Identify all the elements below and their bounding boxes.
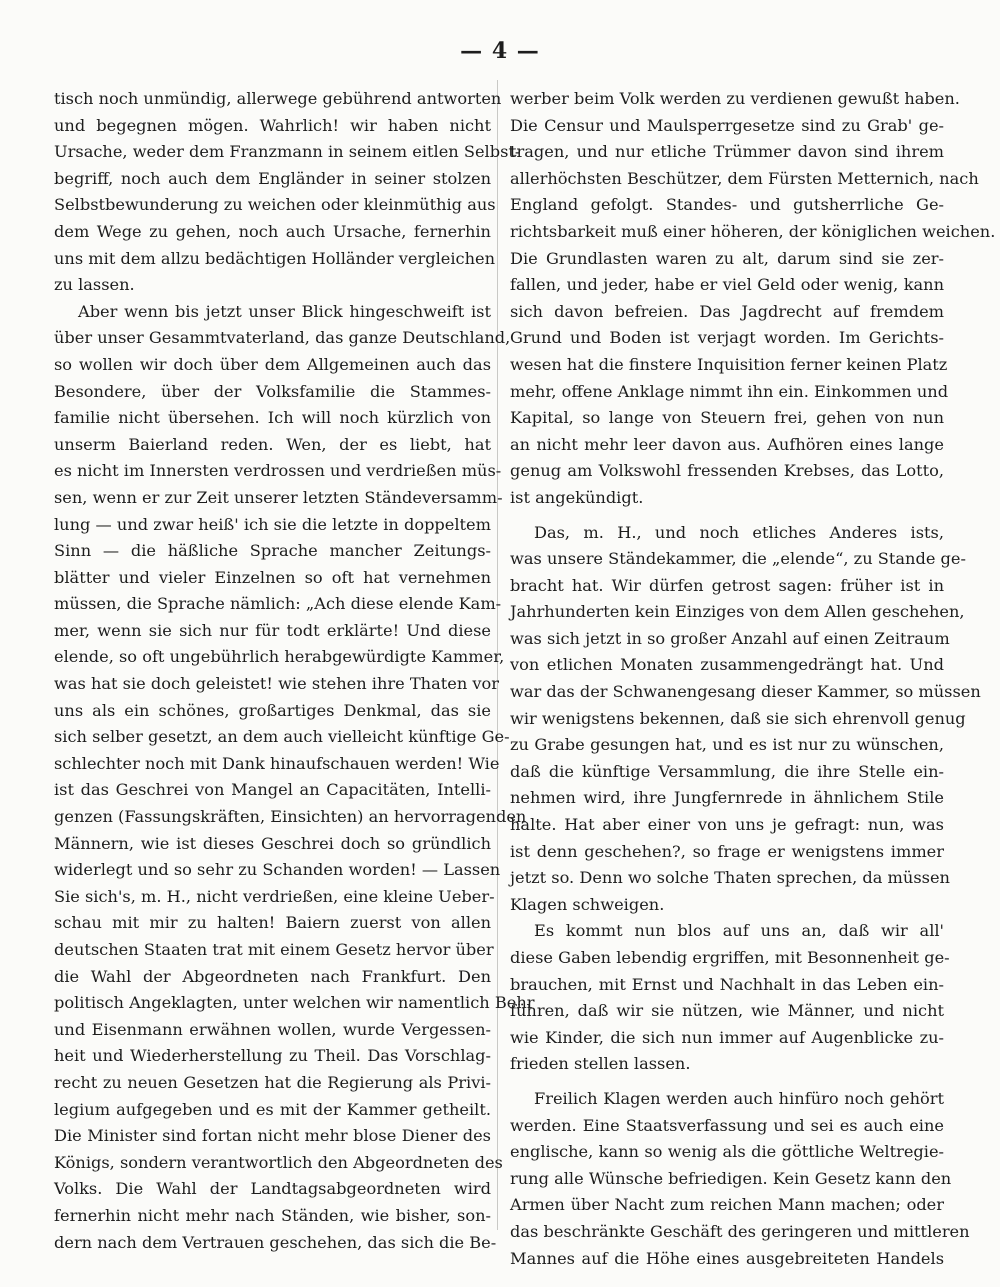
text-line: war das der Schwanengesang dieser Kammer, so müssen	[510, 682, 981, 702]
text-line: die Wahl der Abgeordneten nach Frankfurt. Den	[54, 966, 491, 986]
text-line: ist denn geschehen?, so frage er wenigstens immer	[510, 841, 944, 861]
text-line: das beschränkte Geschäft des geringeren und mittleren	[510, 1221, 970, 1241]
text-line: fallen, und jeder, habe er viel Geld oder wenig, kann	[510, 275, 944, 295]
text-line: Besondere, über der Volksfamilie die Stammes-	[54, 381, 491, 401]
text-line: politisch Angeklagten, unter welchen wir namentlich Behr	[54, 993, 535, 1013]
text-line: dem Wege zu gehen, noch auch Ursache, fernerhin	[54, 221, 491, 241]
text-line: Männern, wie ist dieses Geschrei doch so gründlich	[54, 833, 491, 853]
text-line: zu Grabe gesungen hat, und es ist nur zu wünschen,	[510, 735, 944, 755]
text-line: müssen, die Sprache nämlich: „Ach diese elende Kam-	[54, 594, 502, 614]
text-line: Es kommt nun blos auf uns an, daß wir all'	[534, 921, 944, 941]
text-line: und Eisenmann erwähnen wollen, wurde Vergessen-	[54, 1019, 491, 1039]
text-line: schau mit mir zu halten! Baiern zuerst von allen	[54, 913, 491, 933]
text-line: Aber wenn bis jetzt unser Blick hingeschweift ist	[78, 301, 491, 321]
text-line: und begegnen mögen. Wahrlich! wir haben nicht	[54, 115, 491, 135]
text-line: englische, kann so wenig als die göttliche Weltregie-	[510, 1142, 944, 1162]
text-line: sen, wenn er zur Zeit unserer letzten Ständeversamm-	[54, 487, 503, 507]
text-line: familie nicht übersehen. Ich will noch kürzlich von	[54, 408, 491, 428]
text-line: führen, daß wir sie nützen, wie Männer, und nicht	[510, 1001, 944, 1021]
text-line: Die Minister sind fortan nicht mehr blose Diener des	[54, 1126, 491, 1146]
text-line: Kapital, so lange von Steuern frei, gehen von nun	[510, 408, 944, 428]
text-line: über unser Gesammtvaterland, das ganze Deutschland,	[54, 328, 511, 348]
text-line: uns als ein schönes, großartiges Denkmal, das sie	[54, 700, 491, 720]
text-line: fernerhin nicht mehr nach Ständen, wie bisher, son-	[54, 1205, 491, 1225]
text-line: elende, so oft ungebührlich herabgewürdigte Kammer,	[54, 647, 505, 667]
text-line: daß die künftige Versammlung, die ihre Stelle ein-	[510, 761, 944, 781]
text-line: Die Censur und Maulsperrgesetze sind zu Grab' ge-	[510, 115, 944, 135]
text-line: deutschen Staaten trat mit einem Gesetz hervor über	[54, 940, 494, 959]
text-line: England gefolgt. Standes- und gutsherrliche Ge-	[510, 195, 944, 215]
text-line: was unsere Ständekammer, die „elende“, zu Stande ge-	[510, 549, 966, 569]
text-line: diese Gaben lebendig ergriffen, mit Besonnenheit ge-	[510, 948, 950, 967]
text-line: was hat sie doch geleistet! wie stehen ihre Thaten vor	[54, 674, 500, 694]
text-line: richtsbarkeit muß einer höheren, der königlichen weichen.	[510, 221, 996, 241]
right-text-column	[510, 86, 996, 1272]
text-line: Sinn — die häßliche Sprache mancher Zeitungs-	[54, 541, 491, 561]
text-line: Das, m. H., und noch etliches Anderes ists,	[534, 522, 944, 542]
text-line: Jahrhunderten kein Einziges von dem Allen geschehen,	[510, 602, 965, 622]
text-line: allerhöchsten Beschützer, dem Fürsten Metternich, nach	[510, 168, 979, 188]
text-line: blätter und vieler Einzelnen so oft hat vernehmen	[54, 567, 491, 587]
text-line: uns mit dem allzu bedächtigen Holländer vergleichen	[54, 248, 496, 268]
text-line: sich davon befreien. Das Jagdrecht auf fremdem	[510, 301, 944, 321]
text-line: zu lassen.	[54, 275, 135, 295]
text-line: Die Grundlasten waren zu alt, darum sind sie zer-	[510, 248, 944, 268]
text-line: von etlichen Monaten zusammengedrängt hat. Und	[510, 655, 944, 675]
text-line: schlechter noch mit Dank hinaufschauen werden! Wie	[54, 753, 500, 773]
text-line: widerlegt und so sehr zu Schanden worden! — Lassen	[54, 860, 501, 880]
text-line: rung alle Wünsche befriedigen. Kein Gesetz kann den	[510, 1168, 952, 1188]
text-line: Sie sich's, m. H., nicht verdrießen, eine kleine Ueber-	[54, 886, 495, 906]
text-line: bracht hat. Wir dürfen getrost sagen: früher ist in	[510, 575, 944, 595]
text-line: wie Kinder, die sich nun immer auf Augenblicke zu-	[510, 1027, 944, 1047]
text-line: wir wenigstens bekennen, daß sie sich ehrenvoll genug	[510, 708, 966, 728]
text-line: wesen hat die finstere Inquisition ferner keinen Platz	[510, 354, 948, 374]
text-line: werber beim Volk werden zu verdienen gewußt haben.	[510, 89, 960, 108]
text-line: tisch noch unmündig, allerwege gebührend antworten	[54, 89, 502, 108]
text-line: genug am Volkswohl fressenden Krebses, das Lotto,	[510, 461, 944, 481]
text-line: genzen (Fassungskräften, Einsichten) an hervorragenden	[54, 807, 527, 827]
text-line: recht zu neuen Gesetzen hat die Regierung als Privi-	[54, 1072, 491, 1092]
text-line: ist das Geschrei von Mangel an Capacitäten, Intelli-	[54, 780, 491, 800]
text-line: Selbstbewunderung zu weichen oder kleinmüthig aus	[54, 195, 496, 215]
text-line: werden. Eine Staatsverfassung und sei es auch eine	[510, 1115, 944, 1135]
text-line: es nicht im Innersten verdrossen und verdrießen müs-	[54, 461, 502, 481]
text-line: Volks. Die Wahl der Landtagsabgeordneten wird	[54, 1179, 491, 1199]
text-line: an nicht mehr leer davon aus. Aufhören eines lange	[510, 434, 944, 454]
text-line: Armen über Nacht zum reichen Mann machen; oder	[510, 1195, 944, 1215]
text-line: halte. Hat aber einer von uns je gefragt: nun, was	[510, 815, 944, 835]
text-line: unserm Baierland reden. Wen, der es liebt, hat	[54, 434, 491, 454]
text-line: nehmen wird, ihre Jungfernrede in ähnlichem Stile	[510, 788, 944, 808]
text-line: was sich jetzt in so großer Anzahl auf einen Zeitraum	[510, 628, 950, 648]
text-line: ist angekündigt.	[510, 487, 644, 507]
text-line: Mannes auf die Höhe eines ausgebreiteten Handels	[510, 1248, 944, 1268]
text-line: Freilich Klagen werden auch hinfüro noch gehört	[534, 1088, 944, 1108]
text-line: heit und Wiederherstellung zu Theil. Das Vorschlag-	[54, 1046, 491, 1066]
text-line: brauchen, mit Ernst und Nachhalt in das Leben ein-	[510, 974, 944, 994]
text-line: Klagen schweigen.	[510, 894, 665, 914]
text-line: so wollen wir doch über dem Allgemeinen auch das	[54, 354, 491, 374]
text-line: mer, wenn sie sich nur für todt erklärte! Und diese	[54, 620, 491, 640]
text-line: tragen, und nur etliche Trümmer davon sind ihrem	[510, 142, 944, 162]
text-line: legium aufgegeben und es mit der Kammer getheilt.	[54, 1099, 491, 1119]
text-line: lung — und zwar heiß' ich sie die letzte in doppeltem	[54, 514, 491, 534]
text-line: dern nach dem Vertrauen geschehen, das sich die Be-	[54, 1232, 497, 1252]
left-text-column	[54, 86, 535, 1256]
page-number: — 4 —	[460, 38, 540, 64]
text-line: Königs, sondern verantwortlich den Abgeordneten des	[54, 1152, 503, 1172]
text-line: Grund und Boden ist verjagt worden. Im Gerichts-	[510, 328, 944, 348]
text-line: sich selber gesetzt, an dem auch vielleicht künftige Ge-	[54, 727, 510, 747]
text-line: frieden stellen lassen.	[510, 1054, 691, 1074]
text-line: begriff, noch auch dem Engländer in seiner stolzen	[54, 168, 491, 188]
text-line: mehr, offene Anklage nimmt ihn ein. Einkommen und	[510, 381, 949, 401]
text-line: jetzt so. Denn wo solche Thaten sprechen, da müssen	[510, 868, 950, 888]
text-line: Ursache, weder dem Franzmann in seinem eitlen Selbst-	[54, 142, 521, 162]
